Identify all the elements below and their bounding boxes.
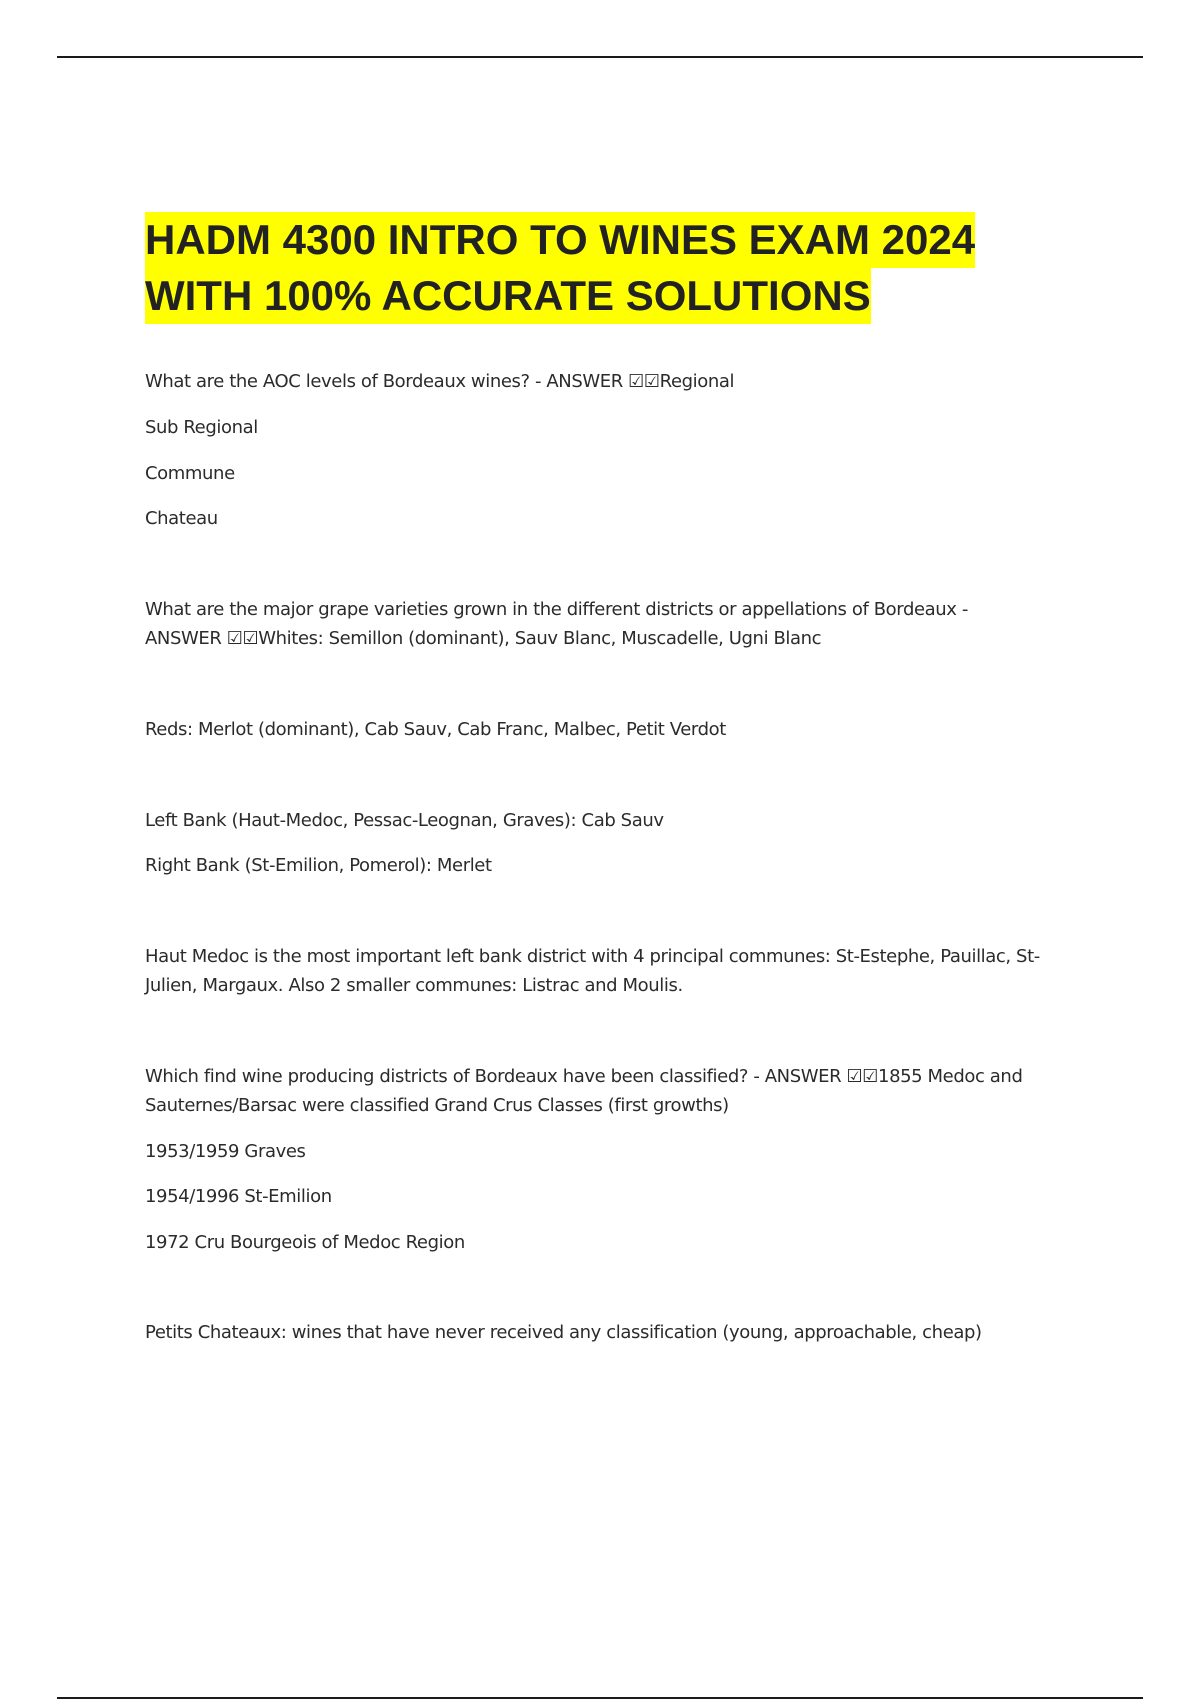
title-line-1: HADM 4300 INTRO TO WINES EXAM 2024 — [145, 212, 975, 268]
question-3-answer: Sauternes/Barsac were classified Grand Crus Classes (first growths) — [145, 1095, 729, 1116]
answer-line: Chateau — [145, 508, 218, 529]
answer-line: Haut Medoc is the most important left bank district with 4 principal communes: St-Estephe, Pauillac, St- — [145, 946, 1040, 967]
answer-line: Right Bank (St-Emilion, Pomerol): Merlet — [145, 855, 492, 876]
question-2-answer: ANSWER ☑☑Whites: Semillon (dominant), Sauv Blanc, Muscadelle, Ugni Blanc — [145, 628, 822, 649]
page-title — [145, 212, 1095, 324]
answer-line: Petits Chateaux: wines that have never received any classification (young, approachable, cheap) — [145, 1322, 982, 1343]
answer-line: 1954/1996 St-Emilion — [145, 1186, 332, 1207]
question-3-text: Which find wine producing districts of Bordeaux have been classified? - ANSWER ☑☑1855 Medoc and — [145, 1066, 1023, 1087]
question-1-text: What are the AOC levels of Bordeaux wines? - ANSWER ☑☑Regional — [145, 371, 735, 392]
answer-line: Julien, Margaux. Also 2 smaller communes: Listrac and Moulis. — [145, 975, 683, 996]
answer-line: 1953/1959 Graves — [145, 1141, 306, 1162]
answer-line: Sub Regional — [145, 417, 258, 438]
answer-line: Commune — [145, 463, 235, 484]
question-2-text: What are the major grape varieties grown in the different districts or appellations of Bordeaux - — [145, 599, 968, 620]
title-line-2: WITH 100% ACCURATE SOLUTIONS — [145, 268, 871, 324]
bottom-rule — [57, 1697, 1143, 1699]
answer-line: Left Bank (Haut-Medoc, Pessac-Leognan, Graves): Cab Sauv — [145, 810, 664, 831]
answer-line: Reds: Merlot (dominant), Cab Sauv, Cab Franc, Malbec, Petit Verdot — [145, 719, 726, 740]
answer-line: 1972 Cru Bourgeois of Medoc Region — [145, 1232, 465, 1253]
top-rule — [57, 56, 1143, 58]
